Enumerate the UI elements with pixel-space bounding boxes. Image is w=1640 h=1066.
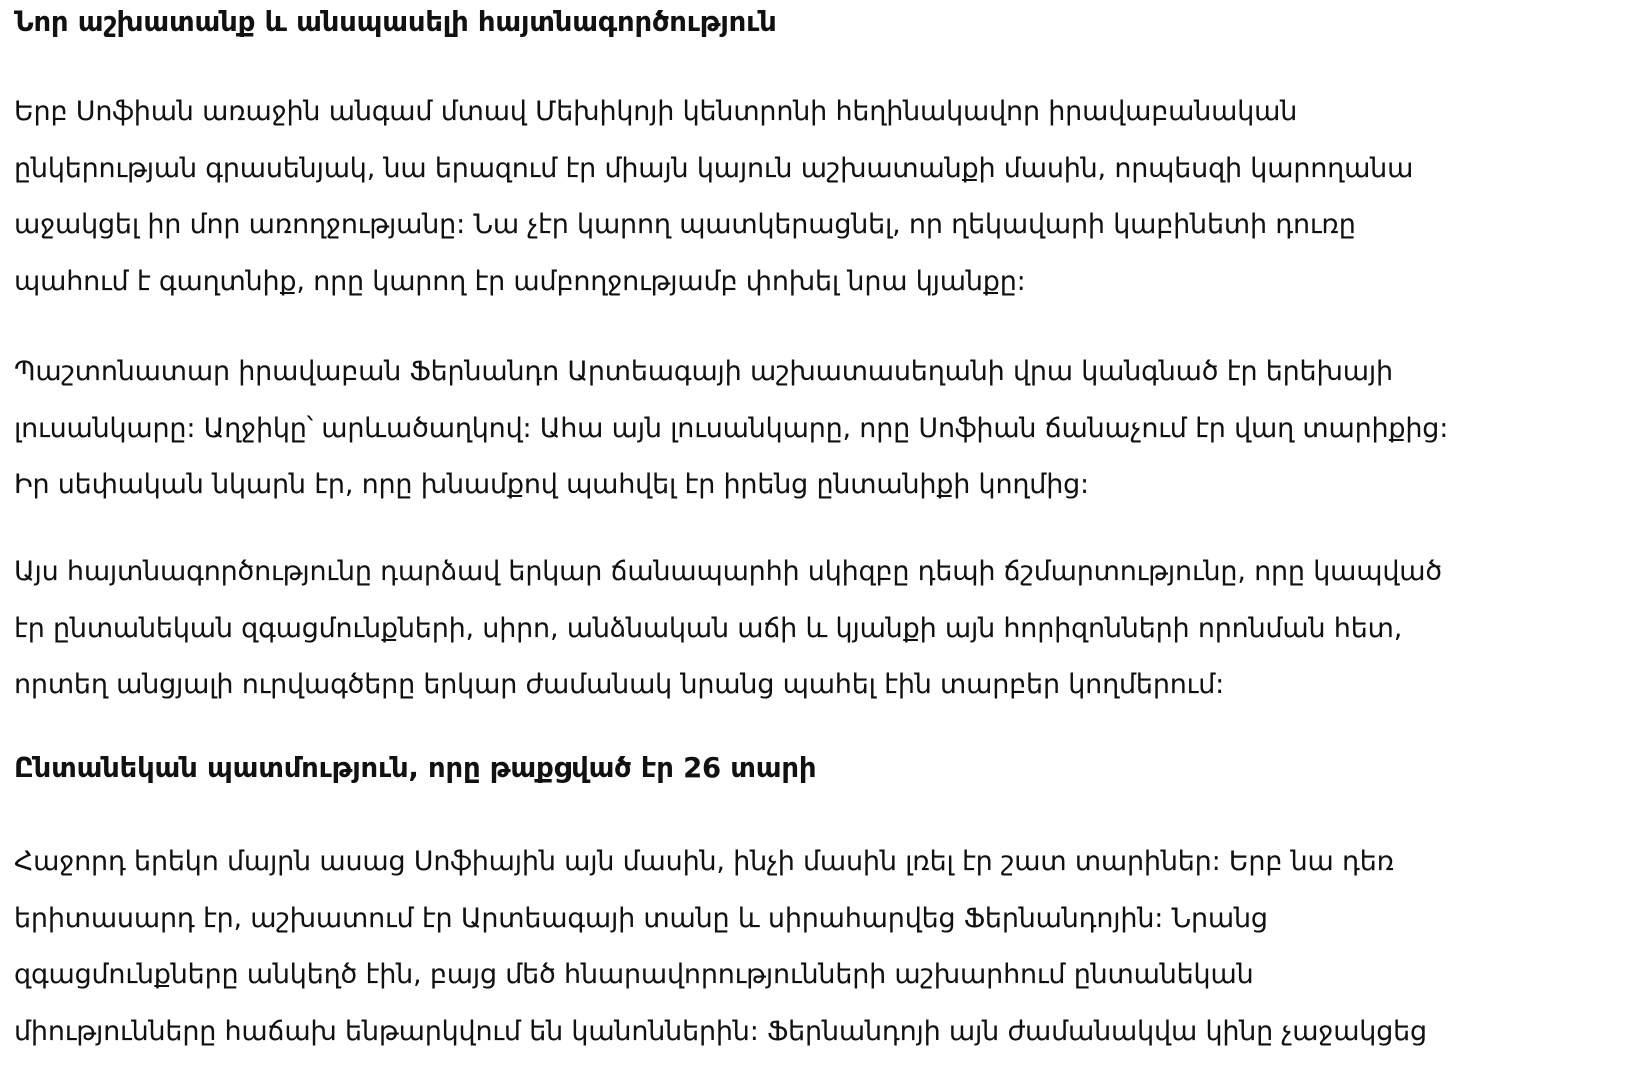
- paragraph-line: էր ընտանեկան զգացմունքների, սիրո, անձնական աճի և կյանքի այն հորիզոնների որոնման հետ,: [14, 612, 1403, 644]
- section-heading-family-story: Ընտանեկան պատմություն, որը թաքցված էր 26 տարի: [14, 752, 817, 784]
- paragraph-intro: [14, 84, 1614, 310]
- paragraph-line: երիտասարդ էր, աշխատում էր Արտեագայի տանը և սիրահարվեց Ֆերնանդոյին: Նրանց: [14, 902, 1268, 934]
- paragraph-line: ընկերության գրասենյակ, նա երազում էր միայն կայուն աշխատանքի մասին, որպեսզի կարողանա: [14, 152, 1414, 184]
- paragraph-line: Այս հայտնագործությունը դարձավ երկար ճանապարհի սկիզբը դեպի ճշմարտությունը, որը կապված: [14, 556, 1442, 587]
- paragraph-photo: [14, 344, 1614, 514]
- section-heading-new-job: Նոր աշխատանք և անսպասելի հայտնագործություն: [14, 6, 777, 38]
- paragraph-mother-story: [14, 834, 1614, 1060]
- paragraph-line: միությունները հաճախ ենթարկվում են կանոններին: Ֆերնանդոյի այն ժամանակվա կինը չաջակցեց: [14, 1015, 1427, 1047]
- paragraph-line: լուսանկարը: Աղջիկը՝ արևածաղկով: Ահա այն լուսանկարը, որը Սոֆիան ճանաչում էր վաղ տարիքից:: [14, 412, 1449, 444]
- paragraph-line: զգացմունքները անկեղծ էին, բայց մեծ հնարավորությունների աշխարհում ընտանեկան: [14, 959, 1254, 990]
- paragraph-line: պահում է գաղտնիք, որը կարող էր ամբողջությամբ փոխել նրա կյանքը:: [14, 265, 1026, 297]
- paragraph-line: որտեղ անցյալի ուրվագծերը երկար ժամանակ նրանց պահել էին տարբեր կողմերում:: [14, 669, 1225, 700]
- paragraph-discovery: [14, 544, 1614, 714]
- paragraph-line: Երբ Սոֆիան առաջին անգամ մտավ Մեխիկոյի կենտրոնի հեղինակավոր իրավաբանական: [14, 96, 1298, 127]
- paragraph-line: Հաջորդ երեկո մայրն ասաց Սոֆիային այն մասին, ինչի մասին լռել էր շատ տարիներ: Երբ նա դեռ: [14, 846, 1394, 877]
- paragraph-line: Իր սեփական նկարն էր, որը խնամքով պահվել էր իրենց ընտանիքի կողմից:: [14, 469, 1089, 500]
- paragraph-line: Պաշտոնատար իրավաբան Ֆերնանդո Արտեագայի աշխատասեղանի վրա կանգնած էր երեխայի: [14, 356, 1393, 387]
- paragraph-line: աջակցել իր մոր առողջությանը: Նա չէր կարող պատկերացնել, որ ղեկավարի կաբինետի դուռը: [14, 209, 1356, 240]
